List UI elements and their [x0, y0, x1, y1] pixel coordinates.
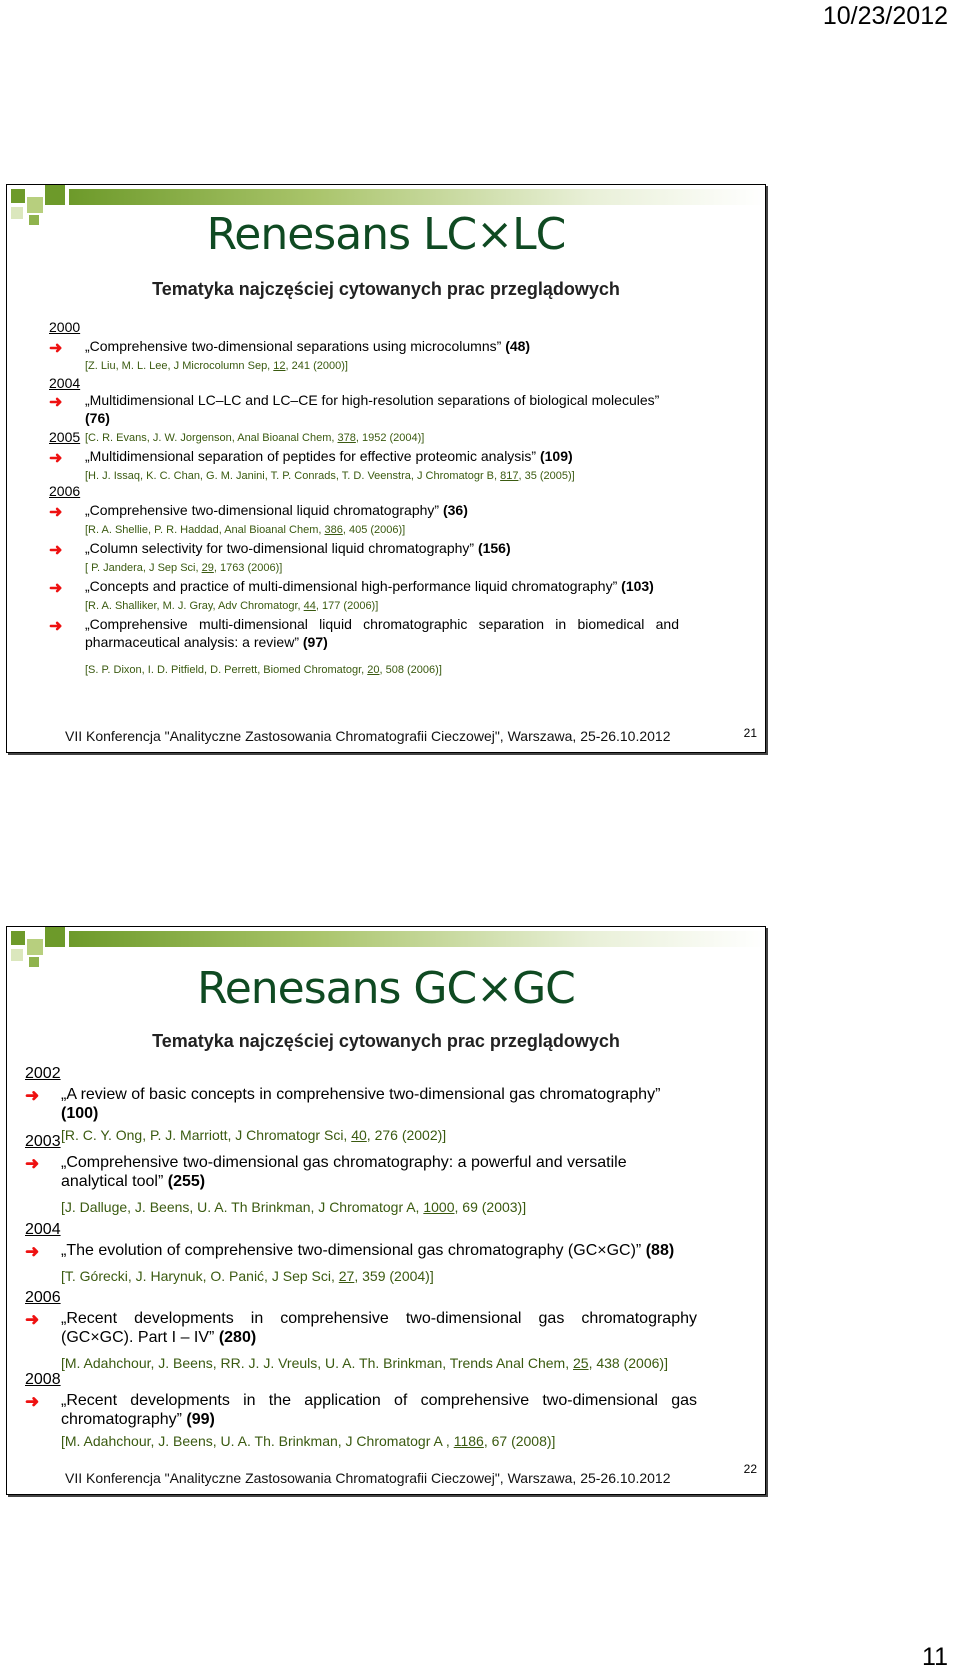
arrow-right-icon: ➜	[49, 340, 63, 357]
arrow-right-icon: ➜	[25, 1392, 40, 1411]
review-entry	[25, 1309, 697, 1372]
page-date: 10/23/2012	[822, 2, 948, 30]
slide-footer: VII Konferencja "Analityczne Zastosowania Chromatografii Cieczowej", Warszawa, 25-26.10.2012	[65, 728, 671, 744]
review-entry	[49, 337, 679, 373]
reference: [H. J. Issaq, K. C. Chan, G. M. Janini, T. P. Conrads, T. D. Veenstra, J Chromatogr B, 817, 35 (2005)]	[85, 470, 575, 482]
year-label: 2000	[49, 319, 81, 335]
citation-count: (88)	[645, 1242, 675, 1259]
citation-count: (99)	[186, 1411, 215, 1428]
year-label: 2006	[49, 483, 81, 499]
review-title: „Multidimensional LC–LC and LC–CE for high-resolution separations of biological molecules”	[85, 392, 660, 408]
slide-footer: VII Konferencja "Analityczne Zastosowania Chromatografii Cieczowej", Warszawa, 25-26.10.2012	[65, 1470, 671, 1486]
slide-22	[6, 926, 766, 1495]
year-label: 2006	[25, 1289, 61, 1306]
reference: [ P. Jandera, J Sep Sci, 29, 1763 (2006)]	[85, 562, 283, 574]
year-label: 2003	[25, 1133, 61, 1150]
arrow-right-icon: ➜	[49, 504, 63, 521]
review-entry	[49, 447, 679, 483]
review-entry	[49, 539, 679, 575]
review-title: „Comprehensive two-dimensional liquid chromatography”	[85, 502, 440, 518]
year-label: 2008	[25, 1371, 61, 1388]
review-entry	[49, 615, 679, 677]
year-label: 2004	[25, 1221, 61, 1238]
page-number: 11	[922, 1643, 948, 1671]
slide-subtitle: Tematyka najczęściej cytowanych prac przeglądowych	[152, 279, 620, 299]
review-title: „Recent developments in comprehensive two-dimensional gas chromatography (GC×GC). Part I – IV”	[61, 1310, 697, 1346]
review-title: „The evolution of comprehensive two-dimensional gas chromatography (GC×GC)”	[61, 1242, 642, 1259]
reference: [T. Górecki, J. Harynuk, O. Panić, J Sep Sci, 27, 359 (2004)]	[61, 1268, 434, 1284]
review-title: „Recent developments in the application of comprehensive two-dimensional gas chromatography”	[61, 1392, 697, 1428]
review-entry	[25, 1391, 697, 1450]
reference: [R. C. Y. Ong, P. J. Marriott, J Chromatogr Sci, 40, 276 (2002)]	[61, 1127, 447, 1143]
year-label: 2004	[49, 375, 81, 391]
arrow-right-icon: ➜	[25, 1086, 40, 1105]
reference: [Z. Liu, M. L. Lee, J Microcolumn Sep, 12, 241 (2000)]	[85, 360, 348, 372]
citation-count: (100)	[61, 1105, 99, 1122]
citation-count: (36)	[442, 502, 468, 518]
reference: [R. A. Shalliker, M. J. Gray, Adv Chromatogr, 44, 177 (2006)]	[85, 600, 379, 612]
citation-count: (255)	[167, 1173, 206, 1190]
slide-subtitle: Tematyka najczęściej cytowanych prac przeglądowych	[152, 1031, 620, 1051]
reference: [S. P. Dixon, I. D. Pitfield, D. Perrett, Biomed Chromatogr, 20, 508 (2006)]	[85, 664, 442, 676]
review-entry	[49, 501, 679, 537]
year-label: 2005	[49, 429, 81, 445]
review-title: „Comprehensive multi-dimensional liquid chromatographic separation in biomedical and pharmaceutical analysis: a review”	[85, 616, 679, 650]
arrow-right-icon: ➜	[25, 1242, 40, 1261]
slide-21	[6, 184, 766, 753]
reference: [M. Adahchour, J. Beens, RR. J. J. Vreuls, U. A. Th. Brinkman, Trends Anal Chem, 25, 438 (2006)]	[61, 1355, 668, 1371]
slide-number: 21	[743, 726, 757, 740]
arrow-right-icon: ➜	[49, 394, 63, 411]
arrow-right-icon: ➜	[49, 450, 63, 467]
arrow-right-icon: ➜	[49, 542, 63, 559]
review-title: „Column selectivity for two-dimensional liquid chromatography”	[85, 540, 475, 556]
year-label: 2002	[25, 1065, 61, 1082]
arrow-right-icon: ➜	[49, 580, 63, 597]
review-title: „Comprehensive two-dimensional gas chromatography: a powerful and versatile analytical tool”	[61, 1154, 627, 1190]
citation-count: (156)	[477, 540, 511, 556]
reference: [J. Dalluge, J. Beens, U. A. Th Brinkman, J Chromatogr A, 1000, 69 (2003)]	[61, 1199, 527, 1215]
review-title: „Concepts and practice of multi-dimensional high-performance liquid chromatography”	[85, 578, 618, 594]
reference: [C. R. Evans, J. W. Jorgenson, Anal Bioanal Chem, 378, 1952 (2004)]	[85, 432, 425, 444]
arrow-right-icon: ➜	[49, 618, 63, 635]
slide-title: Renesans LC×LC	[206, 209, 566, 260]
reference: [M. Adahchour, J. Beens, U. A. Th. Brinkman, J Chromatogr A , 1186, 67 (2008)]	[61, 1433, 556, 1449]
citation-count: (103)	[621, 578, 654, 594]
slide-number: 22	[743, 1462, 757, 1476]
citation-count: (109)	[539, 448, 573, 464]
citation-count: (280)	[218, 1329, 257, 1346]
slide-title: Renesans GC×GC	[197, 963, 575, 1014]
citation-count: (97)	[302, 634, 328, 650]
citation-count: (76)	[85, 410, 110, 426]
review-title: „Multidimensional separation of peptides for effective proteomic analysis”	[85, 448, 537, 464]
arrow-right-icon: ➜	[25, 1154, 40, 1173]
arrow-right-icon: ➜	[25, 1310, 40, 1329]
reference: [R. A. Shellie, P. R. Haddad, Anal Bioanal Chem, 386, 405 (2006)]	[85, 524, 406, 536]
review-entry	[25, 1153, 697, 1216]
citation-count: (48)	[505, 338, 531, 354]
review-title: „Comprehensive two-dimensional separations using microcolumns”	[85, 338, 502, 354]
review-title: „A review of basic concepts in comprehensive two-dimensional gas chromatography”	[61, 1086, 661, 1103]
review-entry	[49, 577, 679, 613]
review-entry	[25, 1241, 697, 1285]
